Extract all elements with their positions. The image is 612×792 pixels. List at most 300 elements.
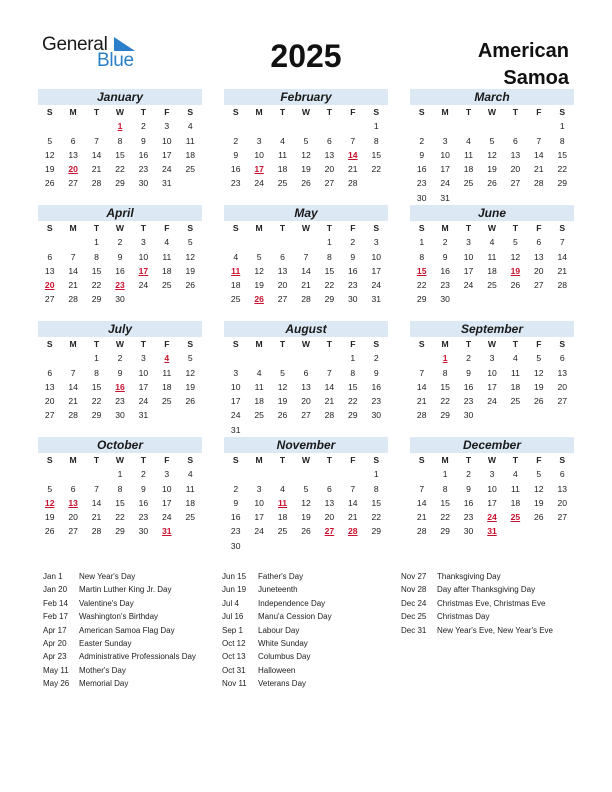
day-cell: 1 [559, 121, 565, 132]
holiday-row [43, 570, 196, 583]
day-cell: 19 [301, 164, 311, 175]
day-cell: 14 [534, 149, 544, 160]
day-cell: 2 [233, 135, 239, 146]
day-cell: 17 [230, 396, 241, 407]
holiday-row [222, 677, 332, 690]
day-cell: 24 [254, 178, 264, 189]
logo-blue-text: Blue [97, 50, 134, 71]
weekday-header: T [326, 455, 333, 465]
day-cell: 6 [303, 367, 309, 378]
day-cell: 9 [233, 149, 239, 160]
day-cell: 27 [510, 178, 521, 189]
day-cell: 8 [373, 483, 379, 494]
weekday-header: T [326, 339, 333, 349]
weekday-header: F [164, 339, 170, 349]
empty-day-cell [179, 292, 202, 306]
month-grid [410, 453, 574, 539]
month-december [410, 437, 574, 539]
day-cell: 5 [280, 367, 285, 378]
empty-day-cell [294, 235, 317, 249]
day-cell: 7 [94, 135, 99, 146]
weekday-header: F [350, 223, 356, 233]
weekday-header: F [536, 107, 542, 117]
month-may [224, 205, 388, 307]
weekday-header: F [164, 455, 170, 465]
day-cell: 5 [256, 251, 262, 262]
month-grid [224, 337, 388, 437]
day-cell: 18 [277, 164, 288, 175]
day-cell: 27 [324, 178, 335, 189]
weekday-header: W [487, 339, 497, 349]
day-cell: 25 [162, 396, 172, 407]
empty-day-cell [61, 235, 84, 249]
empty-day-cell [410, 119, 433, 133]
day-cell: 25 [185, 164, 196, 175]
empty-day-cell [527, 524, 550, 538]
holiday-date: Jul 16 [222, 612, 244, 622]
weekday-header: W [301, 455, 311, 465]
weekday-header: S [46, 455, 53, 465]
day-cell: 13 [557, 367, 568, 378]
weekday-header: T [465, 107, 472, 117]
month-january [38, 89, 202, 191]
empty-day-cell [224, 235, 247, 249]
day-cell: 19 [277, 396, 288, 407]
day-cell: 9 [350, 251, 356, 262]
day-cell: 10 [162, 135, 172, 146]
weekday-header: S [418, 107, 425, 117]
holiday-day-cell: 15 [416, 265, 427, 276]
holiday-date: Apr 17 [43, 625, 67, 635]
holiday-name: Christmas Eve, Christmas Eve [437, 598, 546, 608]
empty-day-cell [318, 467, 341, 481]
day-cell: 28 [68, 410, 78, 421]
day-cell: 4 [256, 367, 262, 378]
empty-day-cell [551, 191, 574, 205]
weekday-header: M [441, 107, 449, 117]
weekday-header: S [46, 223, 53, 233]
day-cell: 3 [373, 237, 379, 248]
holiday-name: Veterans Day [258, 679, 307, 689]
day-cell: 6 [559, 469, 565, 480]
day-cell: 5 [303, 135, 309, 146]
day-cell: 21 [416, 512, 427, 523]
day-cell: 22 [91, 396, 102, 407]
weekday-header: S [373, 339, 380, 349]
day-cell: 27 [301, 410, 311, 421]
day-cell: 6 [536, 237, 542, 248]
month-grid [224, 221, 388, 307]
day-cell: 1 [94, 237, 99, 248]
day-cell: 16 [371, 381, 382, 392]
day-cell: 30 [463, 526, 474, 537]
day-cell: 29 [115, 526, 125, 537]
day-cell: 16 [348, 265, 358, 276]
day-cell: 23 [416, 178, 427, 189]
day-cell: 11 [162, 251, 172, 262]
empty-day-cell [294, 467, 317, 481]
empty-day-cell [271, 119, 294, 133]
day-cell: 23 [230, 526, 241, 537]
holiday-day-cell: 12 [44, 497, 55, 508]
holiday-name: Independence Day [258, 598, 326, 608]
day-cell: 18 [463, 164, 474, 175]
empty-day-cell [224, 351, 247, 365]
empty-day-cell [527, 191, 550, 205]
day-cell: 10 [138, 367, 149, 378]
holiday-date: Jun 15 [222, 572, 247, 581]
empty-day-cell [457, 191, 480, 205]
weekday-header: W [487, 107, 497, 117]
day-cell: 29 [416, 294, 427, 305]
day-cell: 20 [324, 512, 335, 523]
holiday-row [43, 597, 196, 610]
day-cell: 30 [440, 294, 450, 305]
day-cell: 16 [138, 497, 149, 508]
day-cell: 19 [534, 381, 544, 392]
day-cell: 28 [416, 526, 427, 537]
holiday-day-cell: 11 [231, 265, 241, 276]
empty-day-cell [179, 176, 202, 190]
day-cell: 19 [254, 280, 264, 291]
empty-day-cell [341, 119, 364, 133]
day-cell: 27 [277, 294, 288, 305]
month-march [410, 89, 574, 205]
empty-day-cell [247, 423, 270, 437]
day-cell: 21 [348, 512, 358, 523]
holiday-date: Oct 13 [222, 652, 246, 662]
day-cell: 3 [489, 353, 495, 364]
day-cell: 17 [487, 497, 497, 508]
day-cell: 4 [513, 353, 518, 364]
day-cell: 13 [324, 497, 335, 508]
holiday-date: Dec 31 [401, 625, 427, 635]
month-title: January [38, 89, 202, 105]
weekday-header: S [187, 107, 194, 117]
empty-day-cell [504, 408, 527, 422]
day-cell: 10 [162, 483, 172, 494]
day-cell: 3 [466, 237, 471, 248]
day-cell: 11 [185, 135, 195, 146]
year-title: 2025 [270, 38, 342, 74]
day-cell: 19 [487, 164, 497, 175]
day-cell: 12 [301, 497, 311, 508]
month-title: July [38, 321, 202, 337]
day-cell: 3 [442, 135, 448, 146]
weekday-header: S [46, 107, 53, 117]
month-title: April [38, 205, 202, 221]
day-cell: 4 [489, 237, 495, 248]
weekday-header: W [487, 223, 497, 233]
weekday-header: S [373, 107, 380, 117]
empty-day-cell [504, 292, 527, 306]
day-cell: 22 [371, 164, 382, 175]
weekday-header: S [418, 455, 425, 465]
holiday-day-cell: 13 [68, 497, 78, 508]
weekday-header: T [512, 339, 519, 349]
weekday-header: T [279, 223, 286, 233]
day-cell: 12 [534, 483, 544, 494]
weekday-header: F [164, 223, 170, 233]
day-cell: 21 [348, 164, 358, 175]
day-cell: 30 [138, 178, 149, 189]
day-cell: 24 [440, 178, 450, 189]
weekday-header: M [255, 339, 263, 349]
day-cell: 31 [230, 424, 241, 435]
day-cell: 31 [162, 178, 172, 189]
day-cell: 15 [371, 497, 382, 508]
country-title [409, 38, 569, 92]
day-cell: 8 [350, 367, 356, 378]
holiday-day-cell: 24 [487, 512, 497, 523]
weekday-header: M [69, 455, 77, 465]
day-cell: 20 [534, 265, 544, 276]
day-cell: 4 [280, 483, 285, 494]
empty-day-cell [365, 176, 388, 190]
weekday-header: S [232, 339, 239, 349]
month-title: May [224, 205, 388, 221]
day-cell: 19 [534, 497, 544, 508]
weekday-header: T [512, 107, 519, 117]
day-cell: 10 [487, 367, 497, 378]
empty-day-cell [480, 408, 503, 422]
month-title: October [38, 437, 202, 453]
day-cell: 27 [557, 512, 568, 523]
empty-day-cell [318, 119, 341, 133]
month-grid [410, 337, 574, 423]
holiday-date: Feb 17 [43, 612, 68, 622]
day-cell: 29 [115, 178, 125, 189]
day-cell: 21 [91, 164, 102, 175]
day-cell: 5 [47, 483, 53, 494]
day-cell: 24 [371, 280, 382, 291]
weekday-header: T [512, 455, 519, 465]
day-cell: 7 [350, 135, 356, 146]
day-cell: 2 [141, 121, 146, 132]
day-cell: 24 [230, 410, 241, 421]
day-cell: 14 [91, 149, 102, 160]
empty-day-cell [527, 292, 550, 306]
weekday-header: T [140, 107, 147, 117]
empty-day-cell [247, 119, 270, 133]
day-cell: 1 [117, 469, 123, 480]
day-cell: 10 [463, 251, 474, 262]
holiday-name: Easter Sunday [79, 638, 132, 648]
weekday-header: W [115, 455, 125, 465]
day-cell: 28 [68, 294, 78, 305]
month-title: March [410, 89, 574, 105]
day-cell: 17 [138, 381, 149, 392]
empty-day-cell [179, 408, 202, 422]
day-cell: 7 [419, 483, 425, 494]
holiday-column [43, 570, 196, 691]
country-line-2: Samoa [503, 67, 569, 89]
day-cell: 23 [115, 396, 125, 407]
day-cell: 10 [230, 381, 241, 392]
day-cell: 15 [557, 149, 568, 160]
holiday-name: Halloween [258, 665, 296, 675]
day-cell: 21 [557, 265, 568, 276]
day-cell: 22 [440, 512, 450, 523]
holiday-date: Sep 1 [222, 625, 243, 635]
day-cell: 3 [164, 121, 170, 132]
day-cell: 21 [68, 280, 78, 291]
day-cell: 23 [138, 164, 149, 175]
holiday-date: May 26 [43, 679, 70, 689]
month-grid [224, 453, 388, 553]
empty-day-cell [318, 423, 341, 437]
day-cell: 16 [138, 149, 149, 160]
day-cell: 24 [138, 280, 149, 291]
month-grid [38, 337, 202, 423]
day-cell: 29 [348, 410, 358, 421]
day-cell: 24 [487, 396, 497, 407]
day-cell: 5 [187, 353, 193, 364]
day-cell: 24 [463, 280, 474, 291]
empty-day-cell [318, 539, 341, 553]
day-cell: 14 [68, 265, 78, 276]
weekday-header: T [512, 223, 519, 233]
day-cell: 12 [487, 149, 497, 160]
empty-day-cell [61, 119, 84, 133]
day-cell: 3 [141, 237, 146, 248]
day-cell: 9 [141, 135, 146, 146]
holiday-date: Nov 27 [401, 572, 427, 581]
empty-day-cell [179, 524, 202, 538]
weekday-header: T [93, 455, 100, 465]
day-cell: 31 [138, 410, 149, 421]
day-cell: 28 [324, 410, 335, 421]
day-cell: 18 [487, 265, 497, 276]
day-cell: 29 [557, 178, 568, 189]
holiday-name: New Year's Eve, New Year's Eve [437, 625, 554, 635]
holiday-row [222, 624, 332, 637]
day-cell: 5 [536, 469, 542, 480]
weekday-header: F [536, 223, 542, 233]
day-cell: 25 [277, 526, 288, 537]
day-cell: 6 [47, 251, 53, 262]
day-cell: 2 [419, 135, 425, 146]
day-cell: 9 [442, 251, 448, 262]
day-cell: 4 [164, 237, 170, 248]
day-cell: 7 [70, 251, 76, 262]
weekday-header: S [232, 455, 239, 465]
weekday-header: T [140, 339, 147, 349]
day-cell: 10 [254, 497, 264, 508]
day-cell: 12 [185, 251, 196, 262]
day-cell: 13 [534, 251, 544, 262]
empty-day-cell [318, 351, 341, 365]
day-cell: 29 [440, 526, 450, 537]
month-grid [410, 221, 574, 307]
day-cell: 4 [233, 251, 239, 262]
day-cell: 16 [115, 265, 125, 276]
holiday-name: Memorial Day [79, 679, 129, 689]
holiday-date: Dec 25 [401, 612, 427, 622]
holiday-day-cell: 28 [348, 526, 358, 537]
weekday-header: M [441, 223, 449, 233]
holiday-day-cell: 1 [442, 353, 448, 364]
month-grid [224, 105, 388, 191]
day-cell: 28 [91, 526, 102, 537]
empty-day-cell [271, 351, 294, 365]
weekday-header: M [69, 339, 77, 349]
day-cell: 25 [230, 294, 241, 305]
weekday-header: S [187, 455, 194, 465]
day-cell: 17 [162, 497, 172, 508]
day-cell: 5 [513, 237, 518, 248]
month-grid [38, 105, 202, 191]
day-cell: 6 [70, 135, 76, 146]
empty-day-cell [341, 539, 364, 553]
weekday-header: S [559, 339, 566, 349]
day-cell: 26 [534, 396, 544, 407]
empty-day-cell [410, 351, 433, 365]
month-february [224, 89, 388, 191]
day-cell: 4 [513, 469, 518, 480]
empty-day-cell [247, 235, 270, 249]
empty-day-cell [38, 467, 61, 481]
weekday-header: W [301, 339, 311, 349]
day-cell: 10 [487, 483, 497, 494]
day-cell: 8 [94, 251, 99, 262]
day-cell: 25 [277, 178, 288, 189]
day-cell: 16 [416, 164, 427, 175]
empty-day-cell [224, 119, 247, 133]
empty-day-cell [294, 119, 317, 133]
day-cell: 19 [301, 512, 311, 523]
day-cell: 1 [419, 237, 425, 248]
empty-day-cell [247, 351, 270, 365]
day-cell: 7 [419, 367, 425, 378]
holiday-name: Martin Luther King Jr. Day [79, 585, 172, 595]
holiday-date: Jan 1 [43, 572, 63, 581]
holiday-name: Manu'a Cession Day [258, 612, 332, 622]
weekday-header: M [441, 455, 449, 465]
holiday-day-cell: 14 [348, 149, 358, 160]
empty-day-cell [247, 539, 270, 553]
day-cell: 9 [419, 149, 425, 160]
day-cell: 20 [557, 381, 568, 392]
day-cell: 24 [162, 164, 172, 175]
day-cell: 6 [280, 251, 285, 262]
day-cell: 10 [371, 251, 382, 262]
day-cell: 8 [117, 483, 123, 494]
day-cell: 1 [373, 469, 379, 480]
weekday-header: F [536, 455, 542, 465]
day-cell: 13 [68, 149, 78, 160]
holiday-day-cell: 23 [115, 280, 125, 291]
month-october [38, 437, 202, 539]
day-cell: 10 [440, 149, 450, 160]
weekday-header: T [140, 223, 147, 233]
holiday-row [222, 597, 332, 610]
weekday-header: M [69, 223, 77, 233]
holiday-row [43, 677, 196, 690]
day-cell: 26 [185, 396, 196, 407]
day-cell: 26 [44, 178, 55, 189]
day-cell: 22 [416, 280, 427, 291]
holiday-name: Day after Thanksgiving Day [437, 585, 536, 595]
day-cell: 2 [442, 237, 448, 248]
weekday-header: M [69, 107, 77, 117]
day-cell: 26 [534, 512, 544, 523]
weekday-header: S [373, 455, 380, 465]
day-cell: 2 [117, 237, 123, 248]
weekday-header: T [93, 107, 100, 117]
day-cell: 22 [440, 396, 450, 407]
day-cell: 30 [115, 410, 125, 421]
